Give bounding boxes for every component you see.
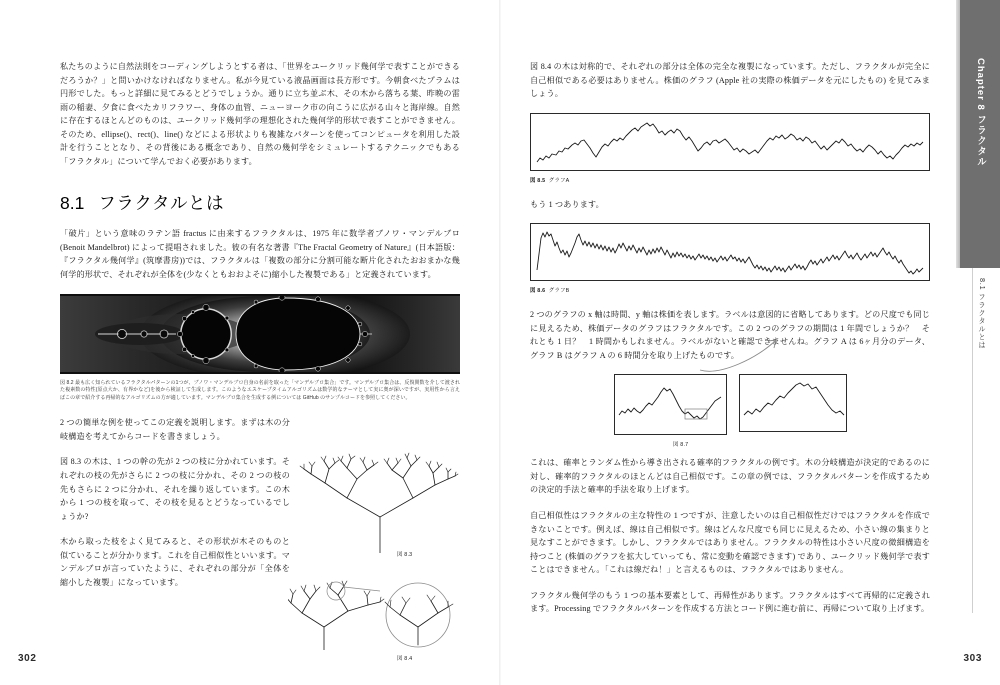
self-similar-paragraph: 木から取った枝をよく見てみると、その形状が木そのものと似ていることが分かります。これを自己相似性といいます。マンデルブロが言っていたように、それぞれの部分が「全体を縮小した複製」になっています。: [60, 537, 290, 587]
figure-8-2-caption-text: 最も広く知られているフラクタルパターンの1つが、ブノワ・マンデルブロ自身の名前を取った「マンデルブロ集合」です。マンデルブロ集合は、反復関数を介して渡された複素数の特性(原点大か、有界かなど)を後から検証して生成します。このようなエスケープタイムアルゴリズムは数学的なテーマとして実に奥が深いですが、実用性から言えばこの章で紹介する再帰的なアルゴリズムの方が適しています。マンデルブロ集合を生成する例については GitHub のサンプルコードを参照してください。: [60, 379, 460, 401]
section-tab-rule: [972, 268, 973, 613]
figure-8-7: [530, 374, 930, 448]
recursion-paragraph: フラクタル幾何学のもう 1 つの基本要素として、再帰性があります。フラクタルはすべて再帰的に定義されます。Processing でフラクタルパターンを作成する方法とコード例に進む前に、再帰について取り上げます。: [530, 590, 930, 614]
figure-8-5: [530, 113, 930, 184]
section-title: フラクタルとは: [98, 193, 224, 214]
figure-8-2: [60, 294, 460, 403]
figure-8-4-tree-with-zoom: [288, 565, 468, 650]
zoom-selection-rect: [685, 409, 707, 419]
figure-8-2-caption: [60, 380, 460, 403]
intro-paragraph: 私たちのように自然法則をコーディングしようとする者は、「世界をユークリッド幾何学で表すことができるだろうか？」と問いかけなければなりません。私が今見ている液晶画面は長方形です。今朝食べたプラムは円形でした。もっと詳細に見てみるとどうでしょうか。通りに立ち並ぶ木、その木から落ちる葉、昨晩の雷雨の稲妻、夕食に食べたカリフラワー、身体の血管、ニューヨーク市の向こうに広がる山々と海岸線。自然に存在するほとんどのものは、ユークリッド幾何学の理想化された幾何学的形状で表すことができません。そのため、ellipse()、rect()、line() などによる形状よりも複雑なパターンを使ってコンピュータを利用した設計を行うこととなり、その背後にある概念であり、自然の幾何学をシミュレートするテクニックでもある「フラクタル」について学んでおく必要があります。: [60, 62, 460, 166]
figure-8-3-label: 図 8.3: [397, 552, 413, 558]
graph-b-box: [530, 223, 930, 281]
figure-8-7-label: 図 8.7: [673, 442, 689, 449]
zoom-target-chart: [740, 375, 846, 431]
graph-a-box: [530, 113, 930, 171]
graph-b-line: [531, 224, 929, 280]
folio-left: 302: [18, 653, 37, 664]
selfsimilarity-paragraph: 自己相似性はフラクタルの主な特性の 1 つですが、注意したいのは自己相似性だけではフラクタルを作成できないことです。例えば、線は自己相似です。線はどんな尺度でも同じに見えるため、小さい線の集まりと見なすことができます。しかし、フラクタルではありません。フラクタルの特性は小さい尺度の微細構造を持つこと (株価のグラフを拡大していっても、常に変動を確認できます) であり、ユークリッド幾何学で表すことはできません。「これは線だね！」と言えるものは、フラクタルではありません。: [530, 511, 930, 575]
zoom-source-circle: [327, 582, 345, 600]
chapter-tab: [960, 0, 1000, 268]
section-number: 8.1: [60, 193, 85, 214]
page-right: [500, 0, 1000, 685]
stochastic-paragraph: これは、確率とランダム性から導き出される確率的フラクタルの例です。木の分岐構造が決定的であるのに対し、確率的フラクタルのほとんどは自己相似です。この章の例では、フラクタルパターンを作成するための決定的手法と確率的手法を取り上げます。: [530, 458, 930, 495]
right-column: [530, 60, 930, 628]
section-tab-label: 8.1 フラクタルとは: [978, 278, 987, 350]
section-heading: [60, 190, 460, 215]
mandelbrot-set-image: [60, 294, 460, 374]
graph-zoom-source-panel: [614, 374, 727, 435]
zoom-source-chart: [615, 375, 726, 434]
graph-a-line: [531, 114, 929, 170]
figure-8-5-label: 図 8.5: [530, 177, 546, 184]
tree-symmetric-paragraph: 図 8.4 の木は対称的で、それぞれの部分は全体の完全な複製になっています。ただし、フラクタルが完全に自己相似である必要はありません。株価のグラフ (Apple 社の実際の株価データを元にしたもの) を見てみましょう。: [530, 62, 930, 99]
figure-8-5-title: グラフA: [548, 177, 570, 184]
two-examples-paragraph: 2 つの簡単な例を使ってこの定義を説明します。まずは木の分岐構造を考えてからコードを書きましょう。: [60, 418, 290, 441]
figure-8-6: [530, 223, 930, 294]
folio-right: 303: [963, 653, 982, 664]
figure-8-6-title: グラフB: [548, 288, 570, 295]
fractal-definition-paragraph: 「破片」という意味のラテン語 fractus に由来するフラクタルは、1975 年に数学者ブノワ・マンデルブロ (Benoit Mandelbrot) によって提唱されました。彼の有名な著書『The Fractal Geometry of Nature』(日本語版：『フラクタル幾何学』(筑摩書房))では、フラクタルは「複数の部分に分割可能な断片化されたおおまかな幾何学的形状で、それぞれが全体を(少なくともおおよそに)縮小した複製である」と定義されています。: [60, 229, 460, 280]
figure-8-6-label: 図 8.6: [530, 288, 546, 295]
figure-8-7-panels: [530, 374, 930, 435]
figure-8-2-label: 図 8.2: [60, 379, 74, 386]
chapter-tab-label: Chapter 8 フラクタル: [975, 57, 986, 167]
figure-8-5-label-row: [530, 176, 930, 184]
zoom-connector-line: [344, 587, 380, 591]
page-gutter: [499, 0, 501, 685]
one-more-paragraph: もう 1 つあります。: [530, 199, 604, 209]
figure-8-3-tree: [295, 443, 465, 553]
figure-8-6-label-row: [530, 286, 930, 294]
tree-branching-paragraph: 図 8.3 の木は、1 つの幹の先が 2 つの枝に分かれています。それぞれの枝の先がさらに 2 つの枝に分かれ、その 2 つの枝の先もさらに 2 つに分かれ、それを繰り返しています。この木から 1 つの枝を取って、その枝を見るとどうなっているでしょうか?: [60, 457, 290, 521]
axes-paragraph: 2 つのグラフの x 軸は時間、y 軸は株価を表します。ラベルは意図的に省略してあります。どの尺度でも同じに見えるため、株価データのグラフはフラクタルです。この 2 つのグラフの期間は 1 年間でしょうか？ それとも 1 日？ 1 時間かもしれません。ラベルがないと確認できませんね。グラフ A は 6ヶ月分のデータ、グラフ B はグラフ A の 6 時間分を取り上げたものです。: [530, 310, 930, 360]
graph-zoom-target-panel: [739, 374, 847, 432]
figure-8-4-label: 図 8.4: [397, 656, 413, 662]
section-tab: [960, 268, 1000, 685]
